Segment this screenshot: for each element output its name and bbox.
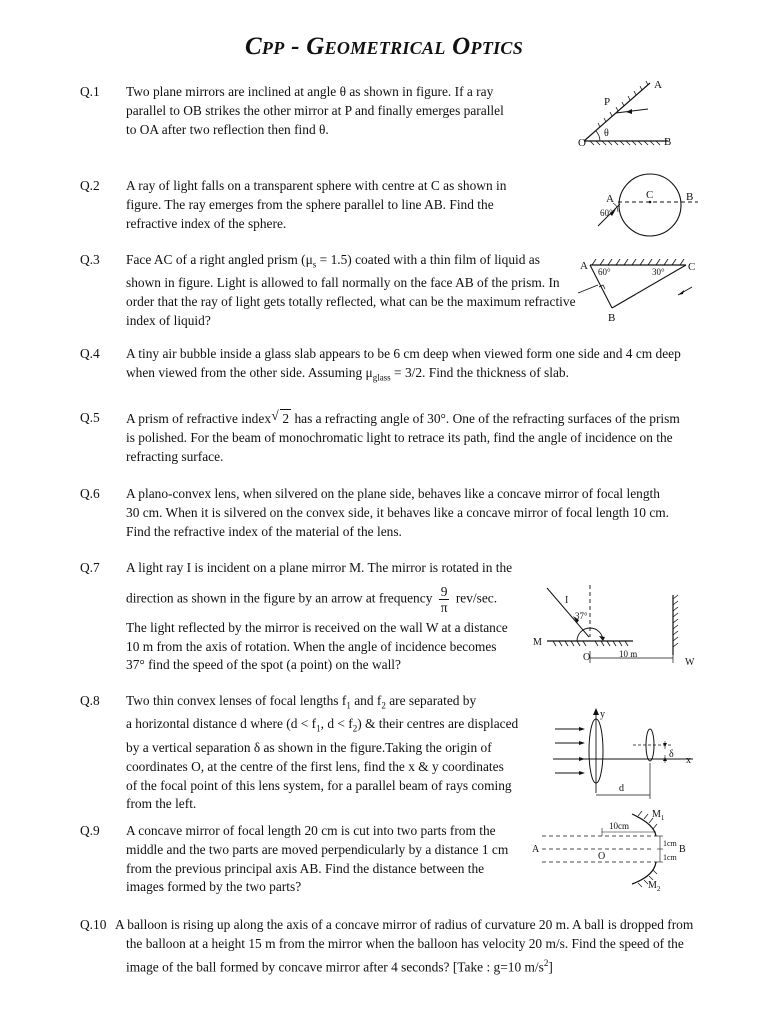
label-m: M (533, 637, 542, 648)
label-b: B (679, 844, 686, 855)
label-i: I (565, 595, 569, 606)
label-c: C (688, 261, 696, 273)
label-a: A (606, 193, 614, 205)
page-title: Cpp - Geometrical Optics (244, 33, 524, 60)
question-text: A light ray I is incident on a plane mirror M. The mirror is rotated in the direction as shown in the figure by an arrow at frequency $\frac{9}{\pi}$ rev/sec. The light reflected by the mirror is received on the wall W at a distance 10 m from the axis of rotation. When the angle of incidence becomes 37° find the speed of the spot (a point) on the wall? (126, 560, 513, 673)
label-m2: $M_2$ (648, 880, 661, 893)
fraction: $\frac{9}{\pi}$ (440, 583, 448, 615)
label-angle-a: 60° (598, 267, 611, 277)
figure-q8 (553, 707, 703, 802)
question-number: Q.4 (80, 346, 100, 361)
label-w: W (685, 657, 695, 668)
label-dist: 10 m (619, 649, 638, 659)
label-gap1: 1cm (663, 839, 677, 848)
label-theta: θ (604, 128, 609, 139)
label-o: O (578, 137, 586, 149)
label-a: A (654, 79, 662, 91)
question-text: A ray of light falls on a transparent sphere with centre at C as shown in figure. The ray emerges from the sphere parallel to line AB. Find the refractive index of the sphere. (126, 178, 507, 231)
label-b: B (664, 136, 672, 148)
figure-q9 (532, 808, 707, 896)
question-number: Q.1 (80, 84, 100, 99)
label-a: A (580, 260, 588, 272)
question-text: A plano-convex lens, when silvered on the plane side, behaves like a concave mirror of focal length 30 cm. When it is silvered on the convex side, it behaves like a concave mirror of focal length 10 cm. Find the refractive index of the material of the lens. (126, 486, 670, 539)
label-o: O (583, 652, 591, 663)
question-number: Q.6 (80, 486, 100, 501)
label-m1: $M_1$ (652, 809, 665, 822)
label-d: d (619, 783, 624, 794)
sqrt-symbol: √ 2 (280, 409, 291, 429)
question-text-cont: the balloon at a height 15 m from the mirror when the balloon has velocity 20 m/s. Find the speed of the image of the ball formed by concave mirror after 4 seconds? [Take : g=10 $m/s^2$] (126, 936, 684, 975)
label-b: B (686, 191, 694, 203)
question-text: Two plane mirrors are inclined at angle θ as shown in figure. If a ray parallel to OB strikes the other mirror at P and finally emerges parallel to OA after two reflection then find θ. (126, 84, 504, 137)
figure-q7 (533, 585, 703, 670)
label-angle: 37° (575, 611, 588, 621)
label-b: B (608, 312, 616, 324)
label-c: C (646, 189, 654, 201)
question-text: A tiny air bubble inside a glass slab appears to be 6 cm deep when viewed form one side and 4 cm deep when viewed from the other side. Assuming $\mu_{glass} = 3/2$. Find the thickness of slab. (126, 346, 681, 383)
figure-q3 (578, 253, 703, 325)
question-text: Two thin convex lenses of focal lengths $f_1$ and $f_2$ are separated by a horizontal distance d where ($d < f_1$, $d < f_2$) & their centres are displaced by a vertical separation δ as shown in the figure.Taking the origin of coordinates O, at the centre of the first lens, find the x & y coordinates of the focal point of this lens system, for a parallel beam of rays coming from the left. (126, 693, 519, 812)
question-text: A concave mirror of focal length 20 cm is cut into two parts from the middle and the two parts are moved perpendicularly by a distance 1 cm from the previous principal axis AB. Find the distance between the images formed by the two parts? (126, 823, 509, 895)
question-number: Q.10 (80, 917, 107, 932)
question-number: Q.8 (80, 693, 100, 708)
question-number: Q.7 (80, 560, 100, 575)
label-delta: δ (669, 749, 674, 760)
question-number: Q.3 (80, 252, 100, 267)
label-angle-c: 30° (652, 267, 665, 277)
label-a: A (532, 844, 540, 855)
question-text: A balloon is rising up along the axis of a concave mirror of radius of curvature 20 m. A ball is dropped from (115, 917, 694, 932)
label-angle: 60° (600, 208, 613, 218)
question-text: A prism of refractive index √ 2 has a refracting angle of 30°. One of the refracting surfaces of the prism is polished. For the beam of monochromatic light to retrace its path, find the angle of incidence on the refracting surface. (126, 409, 716, 466)
label-x: x (686, 755, 691, 766)
label-p: P (604, 96, 611, 108)
question-text: Face AC of a right angled prism $(\mu_s = 1.5)$ coated with a thin film of liquid as shown in figure. Light is allowed to fall normally on the face AB of the prism. In order that the ray of light gets totally reflected, what can be the maximum refractive index of liquid? (126, 252, 576, 329)
figure-q1 (570, 75, 700, 155)
question-number: Q.9 (80, 823, 100, 838)
label-dist: 10cm (609, 821, 629, 831)
figure-q2 (598, 176, 708, 236)
label-y: y (600, 709, 605, 720)
label-o: O (598, 851, 606, 862)
label-gap2: 1cm (663, 853, 677, 862)
question-number: Q.5 (80, 410, 100, 425)
question-number: Q.2 (80, 178, 100, 193)
